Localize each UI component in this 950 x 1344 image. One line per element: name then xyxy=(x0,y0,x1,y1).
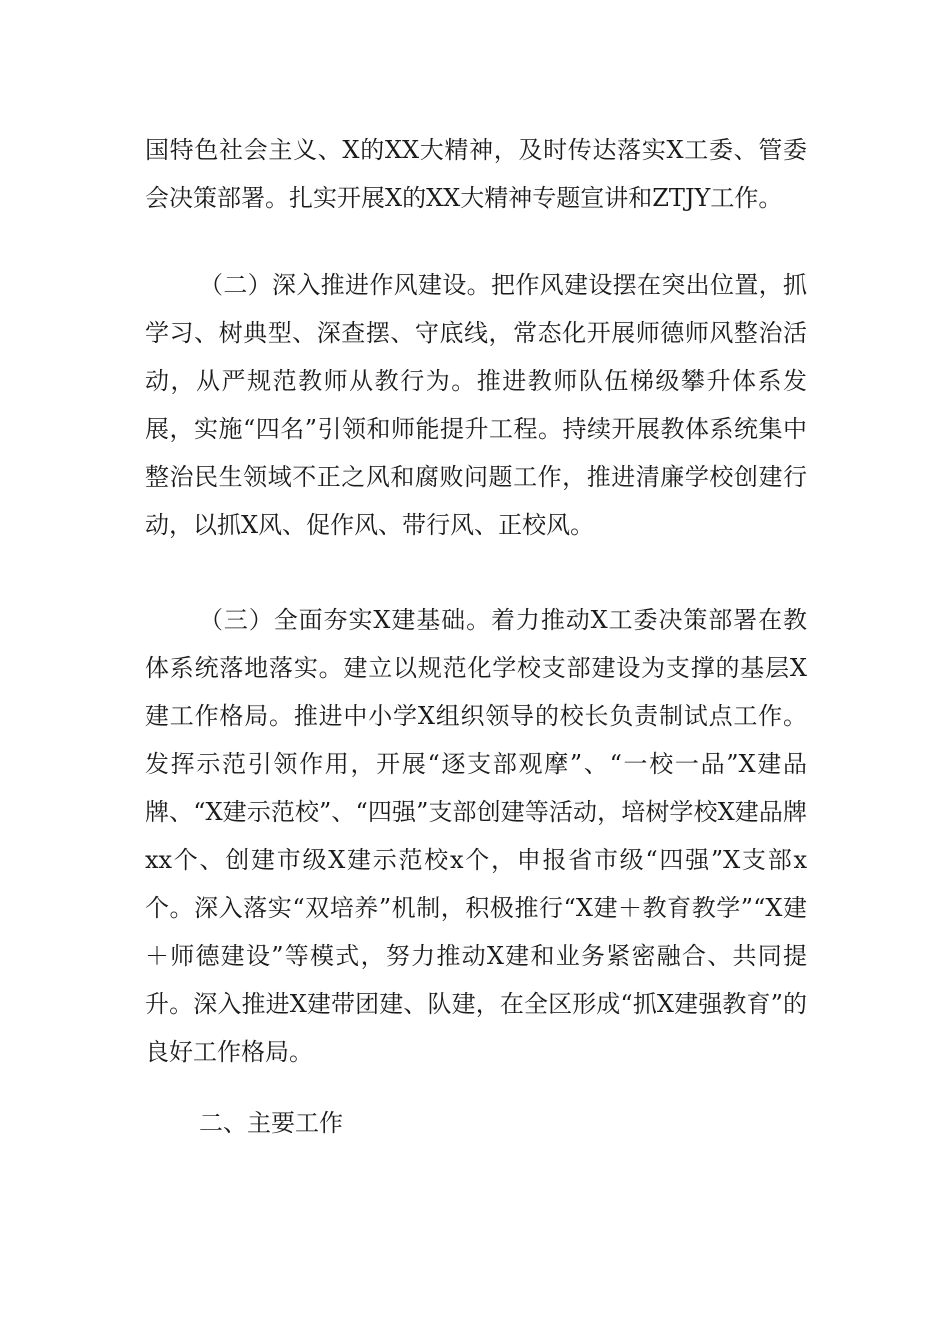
paragraph-work-style: （二）深入推进作风建设。把作风建设摆在突出位置，抓学习、树典型、深查摆、守底线，常态化开展师德师风整治活动，从严规范教师从教行为。推进教师队伍梯级攀升体系发展，实施“四名”引领和师能提升工程。持续开展教体系统集中整治民生领域不正之风和腐败问题工作，推进清廉学校创建行动，以抓X风、促作风、带行风、正校风。 xyxy=(145,271,807,539)
section-heading: 二、主要工作 xyxy=(199,1109,343,1137)
paragraph-party-building: （三）全面夯实X建基础。着力推动X工委决策部署在教体系统落地落实。建立以规范化学校支部建设为支撑的基层X建工作格局。推进中小学X组织领导的校长负责制试点工作。发挥示范引领作用，开展“逐支部观摩”、“一校一品”X建品牌、“X建示范校”、“四强”支部创建等活动，培树学校X建品牌xx个、创建市级X建示范校x个，申报省市级“四强”X支部x个。深入落实“双培养”机制，积极推行“X建＋教育教学”“X建＋师德建设”等模式，努力推动X建和业务紧密融合、共同提升。深入推进X建带团建、队建，在全区形成“抓X建强教育”的良好工作格局。 xyxy=(145,606,807,1066)
paragraph-continuation: 国特色社会主义、X的XX大精神，及时传达落实X工委、管委会决策部署。扎实开展X的XX大精神专题宣讲和ZTJY工作。 xyxy=(145,136,807,212)
